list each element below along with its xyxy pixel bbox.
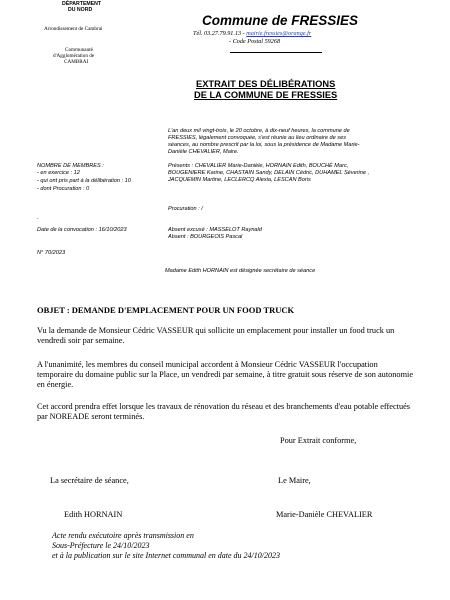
deliberation-number: N° 70/2023	[37, 250, 66, 256]
contact-line	[193, 30, 311, 37]
secretary-label: La secrétaire de séance,	[50, 476, 129, 485]
email-link[interactable]: mairie.fressies@orange.fr	[246, 30, 312, 37]
presents-line3: JACQUEMIN Martine, LECLERCQ Alexia, LESCAN Boris	[168, 177, 311, 183]
department-line1: DÉPARTEMENT	[62, 1, 102, 7]
members-proxy: - dont Procuration : 0	[37, 186, 90, 192]
members-in-office: - en exercice : 12	[37, 170, 80, 176]
title-line2: DE LA COMMUNE DE FRESSIES	[194, 90, 338, 100]
presents-line2: BOUGENIERE Karine, CHASTAIN Sandy, DELAIN Cédric, DUHAMEL Séverine ,	[168, 170, 370, 176]
intro-line2: FRESSIES, légalement convoquée, s'est réunie au lieu ordinaire de ses	[168, 135, 346, 141]
paragraph-condition: Cet accord prendra effet lorsque les travaux de rénovation du réseau et des branchements d'eau potable effectués par NOREADE seront terminés.	[37, 402, 411, 422]
certified-extract: Pour Extrait conforme,	[280, 436, 357, 445]
intro-line3: séances, au nombre prescrit par la loi, sous la présidence de Madame Marie-	[168, 142, 360, 148]
members-title: NOMBRE DE MEMBRES :	[37, 163, 104, 169]
absent: Absent : BOURGEOIS Pascal	[168, 234, 243, 240]
footer-line1: Acte rendu exécutoire après transmission en	[52, 531, 194, 540]
commune-title: Commune de FRESSIES	[202, 13, 359, 28]
header-rule	[230, 52, 322, 53]
title-line1: EXTRAIT DES DÉLIBÉRATIONS	[196, 79, 336, 89]
mayor-name: Marie-Danièle CHEVALIER	[276, 510, 373, 519]
presents-line1: Présents : CHEVALIER Marie-Danièle, HORNAIN Edith, BOUCHÉ Marc,	[168, 163, 349, 169]
arrondissement: Arrondissement de Cambrai	[44, 26, 103, 32]
members-voting: - qui ont pris part à la délibération : 10	[37, 178, 131, 184]
convocation-date: Date de la convocation : 16/10/2023	[37, 227, 127, 233]
phone-text: Tél. 03.27.79.91.13 -	[193, 30, 245, 37]
mayor-label: Le Maire,	[278, 476, 311, 485]
footer-line2: Sous-Préfecture le 24/10/2023	[52, 541, 150, 550]
paragraph-request: Vu la demande de Monsieur Cédric VASSEUR qui sollicite un emplacement pour installer un food truck un vendredi soir par semaine.	[37, 326, 395, 346]
paragraph-decision: A l'unanimité, les membres du conseil municipal accordent à Monsieur Cédric VASSEUR l'occupation temporaire du domaine public sur la Place, un vendredi par semaine, à titre gratuit sous réserve de son autonomie en énergie.	[37, 360, 414, 390]
procuration-line: Procuration : /	[168, 206, 203, 212]
secretary-designation: Madame Edith HORNAIN est désignée secrétaire de séance	[165, 268, 316, 274]
secretary-name: Edith HORNAIN	[64, 510, 123, 519]
subject-heading: OBJET : DEMANDE D'EMPLACEMENT POUR UN FOOD TRUCK	[37, 305, 295, 315]
intro-line1: L'an deux mil vingt-trois, le 20 octobre, à dix-neuf heures, la commune de	[168, 128, 350, 134]
absent-excused: Absent excusé : MASSELOT Raynald	[168, 227, 262, 233]
communaute-line3: CAMBRAI	[64, 59, 89, 65]
communaute-line1: Communauté	[65, 47, 93, 53]
separator-dot: .	[37, 215, 39, 221]
postal-code: - Code Postal 59268	[229, 38, 281, 45]
footer-line3: et à la publication sur le site Internet communal en date du 24/10/2023	[52, 551, 280, 560]
communaute-line2: d'Agglomération de	[53, 53, 95, 59]
intro-line4: Danièle CHEVALIER, Maire.	[168, 149, 239, 155]
department-line2: DU NORD	[68, 7, 93, 13]
